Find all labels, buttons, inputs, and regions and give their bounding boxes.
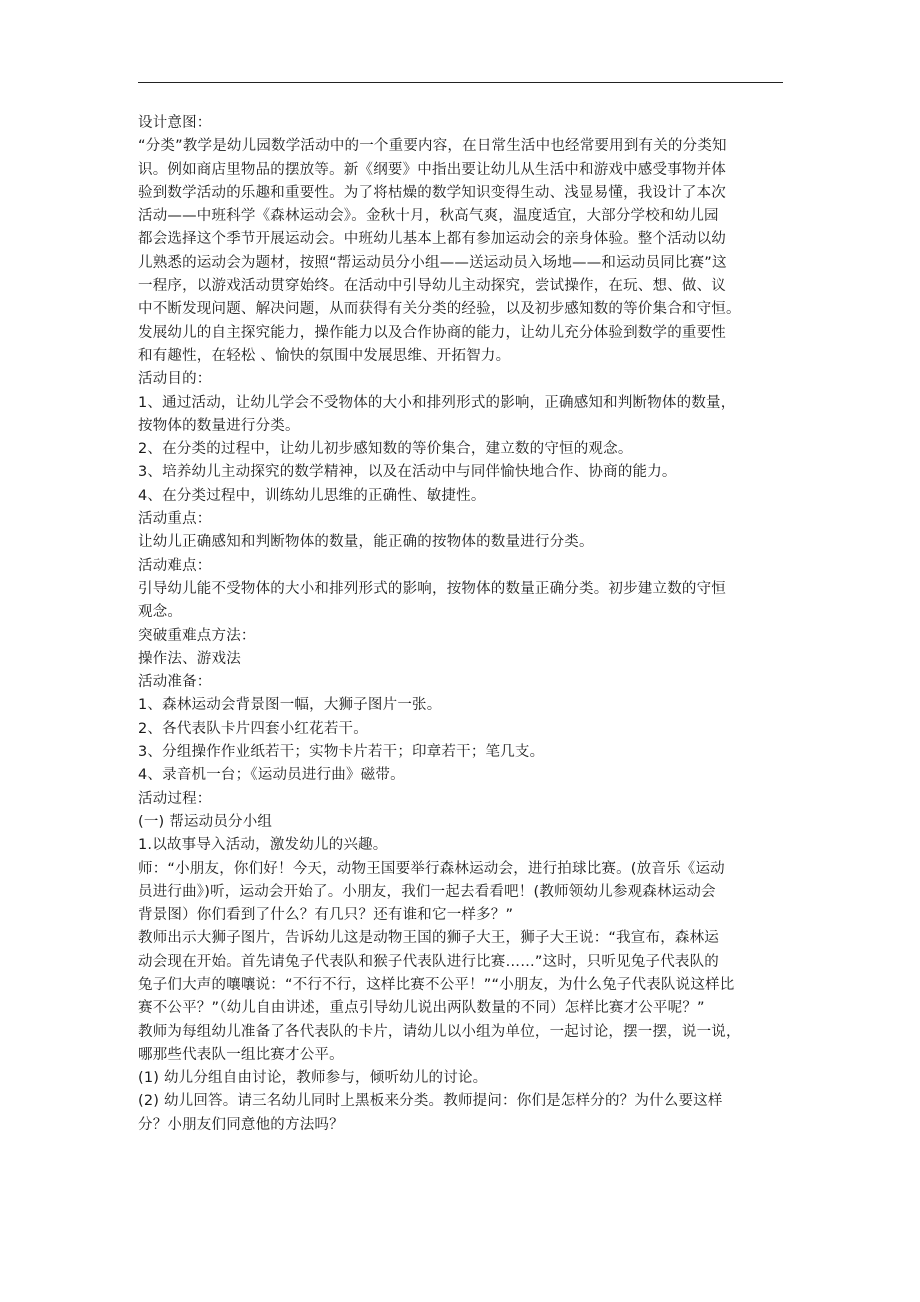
text-line: 兔子们大声的嚷嚷说：“不行不行，这样比赛不公平！”“小朋友，为什么兔子代表队说这样比 xyxy=(138,976,735,993)
text-line: 引导幼儿能不受物体的大小和排列形式的影响，按物体的数量正确分类。初步建立数的守恒 xyxy=(138,580,726,597)
section-preparation xyxy=(138,671,786,787)
text-line: 按物体的数量进行分类。 xyxy=(138,417,300,434)
section-heading: 活动准备： xyxy=(138,674,212,691)
text-line: 都会选择这个季节开展运动会。中班幼儿基本上都有参加运动会的亲身体验。整个活动以幼 xyxy=(138,231,726,248)
list-item: 1、森林运动会背景图一幅，大狮子图片一张。 xyxy=(138,697,442,714)
list-item: 1、通过活动，让幼儿学会不受物体的大小和排列形式的影响，正确感知和判断物体的数量， xyxy=(138,394,736,411)
section-process xyxy=(138,788,786,1137)
header-rule xyxy=(138,82,783,83)
section-heading: 活动重点： xyxy=(138,511,212,528)
section-heading: 活动目的： xyxy=(138,371,212,388)
text-line: 分？小朋友们同意他的方法吗？ xyxy=(138,1116,344,1133)
text-line: 赛不公平？”（幼儿自由讲述，重点引导幼儿说出两队数量的不同）怎样比赛才公平呢？” xyxy=(138,1000,705,1017)
document-body xyxy=(138,112,786,1137)
subsection-heading: (一) 帮运动员分小组 xyxy=(138,813,273,830)
text-line: 背景图）你们看到了什么？有几只？还有谁和它一样多？” xyxy=(138,907,514,924)
list-item: (1) 幼儿分组自由讨论，教师参与，倾听幼儿的讨论。 xyxy=(138,1070,488,1087)
list-item: 2、各代表队卡片四套小红花若干。 xyxy=(138,720,368,737)
list-item: 3、培养幼儿主动探究的数学精神，以及在活动中与同伴愉快地合作、协商的能力。 xyxy=(138,464,677,481)
text-line: 动会现在开始。首先请兔子代表队和猴子代表队进行比赛……”这时，只听见兔子代表队的 xyxy=(138,953,720,970)
text-line: 中不断发现问题、解决问题，从而获得有关分类的经验，以及初步感知数的等价集合和守恒。 xyxy=(138,301,741,318)
list-item: (2) 幼儿回答。请三名幼儿同时上黑板来分类。教师提问：你们是怎样分的？为什么要这样 xyxy=(138,1093,723,1110)
list-item: 4、在分类过程中，训练幼儿思维的正确性、敏捷性。 xyxy=(138,487,486,504)
section-intent xyxy=(138,112,786,368)
text-line: 师：“小朋友，你们好！今天，动物王国要举行森林运动会，进行拍球比赛。(放音乐《运动 xyxy=(138,860,725,877)
section-goals xyxy=(138,368,786,508)
text-line: 观念。 xyxy=(138,604,183,621)
section-difficulties xyxy=(138,555,786,625)
section-methods xyxy=(138,625,786,672)
text-line: 验到数学活动的乐趣和重要性。为了将枯燥的数学知识变得生动、浅显易懂，我设计了本次 xyxy=(138,184,726,201)
text-line: 操作法、游戏法 xyxy=(138,650,241,667)
list-item: 2、在分类的过程中，让幼儿初步感知数的等价集合，建立数的守恒的观念。 xyxy=(138,441,633,458)
text-line: 教师为每组幼儿准备了各代表队的卡片，请幼儿以小组为单位，一起讨论，摆一摆，说一说， xyxy=(138,1023,741,1040)
text-line: 和有趣性，在轻松 、愉快的氛围中发展思维、开拓智力。 xyxy=(138,347,511,364)
section-key-points xyxy=(138,508,786,555)
text-line: 哪那些代表队一组比赛才公平。 xyxy=(138,1046,344,1063)
text-line: “分类”教学是幼儿园数学活动中的一个重要内容，在日常生活中也经常要用到有关的分类知 xyxy=(138,138,727,155)
list-item: 3、分组操作作业纸若干；实物卡片若干；印章若干；笔几支。 xyxy=(138,744,545,761)
text-line: 员进行曲》)听，运动会开始了。小朋友，我们一起去看看吧！(教师领幼儿参观森林运动会 xyxy=(138,883,716,900)
text-line: 发展幼儿的自主探究能力，操作能力以及合作协商的能力，让幼儿充分体验到数学的重要性 xyxy=(138,324,726,341)
text-line: 儿熟悉的运动会为题材，按照“帮运动员分小组——送运动员入场地——和运动员同比赛”这 xyxy=(138,254,727,271)
text-line: 识。例如商店里物品的摆放等。新《纲要》中指出要让幼儿从生活中和游戏中感受事物并体 xyxy=(138,161,726,178)
list-item: 4、录音机一台；《运动员进行曲》磁带。 xyxy=(138,767,405,784)
section-heading: 活动难点： xyxy=(138,557,212,574)
section-heading: 活动过程： xyxy=(138,790,212,807)
text-line: 一程序，以游戏活动贯穿始终。在活动中引导幼儿主动探究，尝试操作，在玩、想、做、议 xyxy=(138,278,726,295)
section-heading: 设计意图： xyxy=(138,115,212,131)
text-line: 教师出示大狮子图片，告诉幼儿这是动物王国的狮子大王，狮子大王说：“我宣布，森林运 xyxy=(138,930,720,947)
text-line: 让幼儿正确感知和判断物体的数量，能正确的按物体的数量进行分类。 xyxy=(138,534,594,551)
text-line: 活动——中班科学《森林运动会》。金秋十月，秋高气爽，温度适宜，大部分学校和幼儿园 xyxy=(138,208,719,225)
text-line: 1.以故事导入活动，激发幼儿的兴趣。 xyxy=(138,837,388,854)
section-heading: 突破重难点方法： xyxy=(138,627,256,644)
